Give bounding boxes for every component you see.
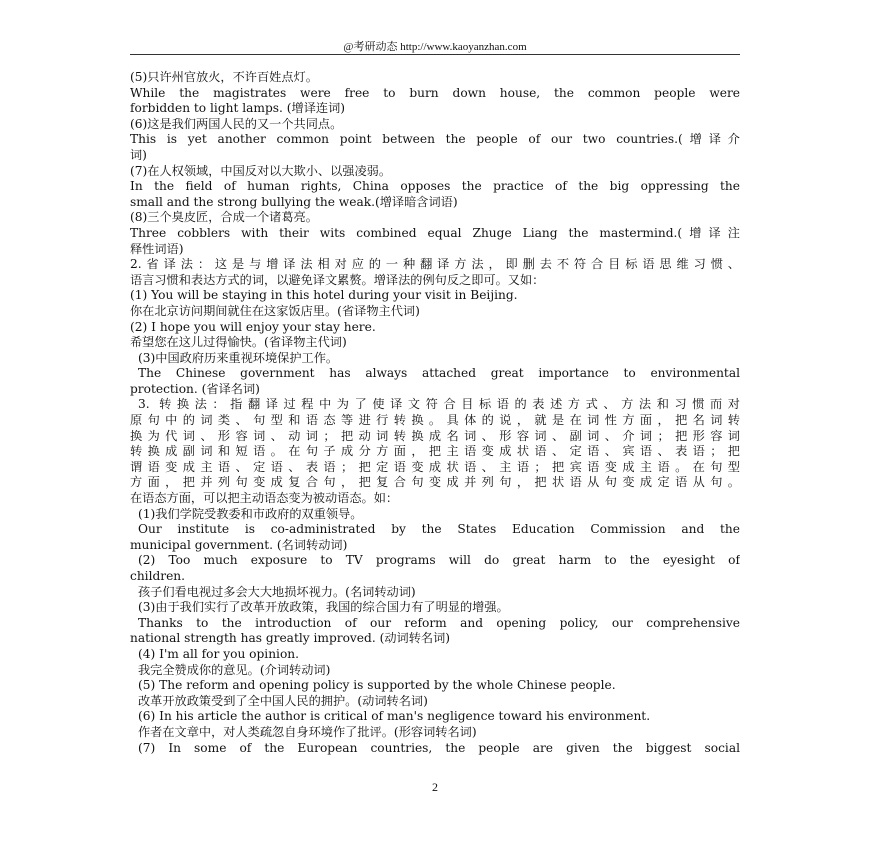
text-line: 谓语变成主语、定语、表语；把定语变成状语、主语；把宾语变成主语。在句型 (130, 459, 740, 474)
header-divider (130, 54, 740, 55)
text-line: (7)在人权领域，中国反对以大欺小、以强凌弱。 (130, 163, 392, 178)
text-line: (2) I hope you will enjoy your stay here. (130, 319, 376, 334)
text-line: 方面，把并列句变成复合句，把复合句变成并列句，把状语从句变成定语从句。 (130, 475, 740, 490)
text-line: children. (130, 569, 186, 583)
text-line: 2.省译法：这是与增译法相对应的一种翻译方法，即删去不符合目标语思维习惯、 (130, 257, 740, 272)
text-line: 作者在文章中，对人类疏忽自身环境作了批评。(形容词转名词) (138, 724, 477, 739)
text-line: (5)只许州官放火，不许百姓点灯。 (130, 70, 318, 84)
text-line: 在语态方面，可以把主动语态变为被动语态。如： (130, 491, 399, 506)
text-line: small and the strong bullying the weak.(增译暗含词语) (130, 194, 458, 209)
text-line: This is yet another common point between the people of our two countries.(增译介 (130, 132, 740, 147)
text-line: (3)中国政府历来重视环境保护工作。 (138, 350, 339, 365)
text-line: Thanks to the introduction of our reform and opening policy, our comprehensive (138, 615, 740, 630)
text-line: 3. 转换法：指翻译过程中为了使译文符合目标语的表述方式、方法和习惯而对 (138, 397, 740, 412)
text-line: 语言习惯和表达方式的词，以避免译文累赘。增译法的例句反之即可。又如： (130, 272, 545, 287)
document-body (130, 70, 740, 756)
text-line: 换为代词、形容词、动词；把动词转换成名词、形容词、副词、介词；把形容词 (130, 428, 740, 443)
text-line: 转换成副词和短语。在句子成分方面，把主语变成状语、定语、宾语、表语；把 (130, 444, 740, 459)
text-line: (3)由于我们实行了改革开放政策，我国的综合国力有了明显的增强。 (138, 600, 509, 615)
text-line: 希望您在这儿过得愉快。(省译物主代词) (130, 335, 347, 350)
text-line: (6) In his article the author is critical of man's negligence toward his environment. (138, 709, 651, 724)
text-line: (2) Too much exposure to TV programs will do great harm to the eyesight of (138, 553, 740, 568)
text-line: protection. (省译名词) (130, 381, 260, 396)
text-line: 孩子们看电视过多会大大地损坏视力。(名词转动词) (138, 584, 416, 599)
text-line: 释性词语) (130, 241, 184, 256)
text-line: (1)我们学院受教委和市政府的双重领导。 (138, 506, 363, 521)
text-line: (5) The reform and opening policy is supported by the whole Chinese people. (138, 678, 616, 693)
page-number: 2 (432, 780, 438, 794)
text-line: Three cobblers with their wits combined equal Zhuge Liang the mastermind.(增译注 (130, 225, 740, 240)
text-line: The Chinese government has always attached great importance to environmental (138, 366, 740, 381)
text-line: 词) (130, 147, 147, 162)
text-line: Our institute is co-administrated by the States Education Commission and the (138, 522, 740, 537)
text-line: (6)这是我们两国人民的又一个共同点。 (130, 116, 343, 131)
text-line: (7) In some of the European countries, the people are given the biggest social (138, 740, 740, 755)
text-line: municipal government. (名词转动词) (130, 537, 348, 552)
text-line: 原句中的词类、句型和语态等进行转换。具体的说，就是在词性方面，把名词转 (130, 413, 740, 428)
text-line: 改革开放政策受到了全中国人民的拥护。(动词转名词) (138, 693, 428, 708)
text-line: (1) You will be staying in this hotel during your visit in Beijing. (130, 288, 518, 303)
text-line: In the field of human rights, China opposes the practice of the big oppressing the (130, 179, 740, 194)
page-header: @考研动态 http://www.kaoyanzhan.com (343, 41, 527, 53)
text-line: 我完全赞成你的意见。(介词转动词) (138, 662, 331, 677)
text-line: While the magistrates were free to burn down house, the common people were (130, 85, 740, 100)
text-line: national strength has greatly improved. (动词转名词) (130, 631, 451, 646)
text-line: (4) I'm all for you opinion. (138, 646, 300, 661)
text-line: forbidden to light lamps. (增译连词) (130, 101, 346, 116)
text-line: 你在北京访问期间就住在这家饭店里。(省译物主代词) (130, 303, 420, 318)
text-line: (8)三个臭皮匠，合成一个诸葛亮。 (130, 210, 318, 225)
